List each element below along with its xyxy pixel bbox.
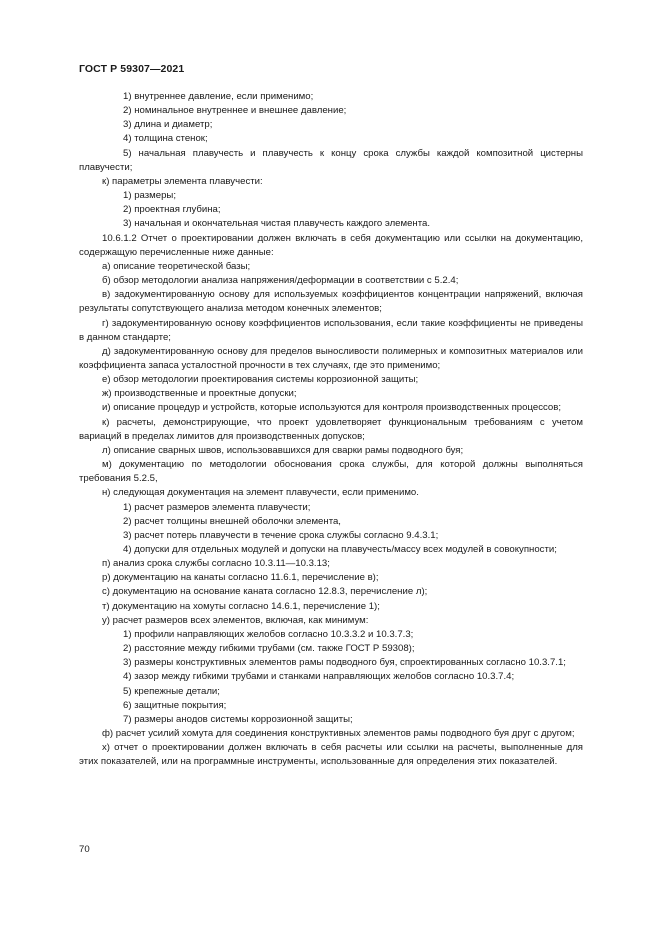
list-item: 1) размеры; [123,190,176,202]
list-item: 3) начальная и окончательная чистая плавучесть каждого элемента. [123,218,431,230]
list-item: в) задокументированную основу для используемых коэффициентов концентрации напряжений, включая результаты сопутствующего анализа методом конечных элементов; [79,289,583,315]
page-body [79,90,583,770]
list-item: 3) расчет потерь плавучести в течение срока службы согласно 9.4.3.1; [123,529,439,541]
list-item: к) параметры элемента плавучести: [102,175,263,187]
list-item: н) следующая документация на элемент плавучести, если применимо. [102,487,419,499]
list-item: и) описание процедур и устройств, которые используются для контроля производственных процессов; [102,402,561,414]
list-item: 5) начальная плавучесть и плавучесть к концу срока службы каждой композитной цистерны плавучести; [79,147,583,173]
list-item: л) описание сварных швов, использовавшихся для сварки рамы подводного буя; [102,444,464,456]
list-item: к) расчеты, демонстрирующие, что проект удовлетворяет функциональным требованиям с учетом вариаций в пределах лимитов для производственных допусков; [79,416,583,442]
list-item: 6) защитные покрытия; [123,699,227,711]
list-item: м) документацию по методологии обоснования срока службы, для которой должны выполняться требования 5.2.5, [79,459,583,485]
list-item: р) документацию на канаты согласно 11.6.1, перечисление в); [102,572,379,584]
list-item: 3) длина и диаметр; [123,119,213,131]
list-item: е) обзор методологии проектирования системы коррозионной защиты; [102,374,419,386]
list-item: 1) расчет размеров элемента плавучести; [123,501,311,513]
document-header: ГОСТ Р 59307—2021 [79,63,185,75]
list-item: п) анализ срока службы согласно 10.3.11—10.3.13; [102,558,330,570]
list-item: с) документацию на основание каната согласно 12.8.3, перечисление л); [102,586,428,598]
list-item: 3) размеры конструктивных элементов рамы подводного буя, спроектированных согласно 10.3.7.1; [123,657,566,669]
list-item: ж) производственные и проектные допуски; [102,388,297,400]
list-item: б) обзор методологии анализа напряжения/деформации в соответствии с 5.2.4; [102,275,459,287]
list-item: 4) зазор между гибкими трубами и станками направляющих желобов согласно 10.3.7.4; [123,671,515,683]
list-item: 1) внутреннее давление, если применимо; [123,91,314,102]
list-item: 1) профили направляющих желобов согласно 10.3.3.2 и 10.3.7.3; [123,628,414,640]
list-item: 2) проектная глубина; [123,204,221,216]
list-item: х) отчет о проектировании должен включать в себя расчеты или ссылки на расчеты, выполненные для этих показателей, или на программные инструменты, использованные для определения этих показателей. [79,742,583,768]
list-item: г) задокументированную основу коэффициентов использования, если такие коэффициенты не приведены в данном стандарте; [79,317,583,343]
list-item: 2) номинальное внутреннее и внешнее давление; [123,105,347,117]
list-item: а) описание теоретической базы; [102,260,251,272]
list-item: д) задокументированную основу для пределов выносливости полимерных и композитных материалов или коэффициента запаса усталостной прочности в тех случаях, где это применимо; [79,345,583,371]
list-item: т) документацию на хомуты согласно 14.6.1, перечисление 1); [102,600,380,612]
page-number: 70 [79,844,90,855]
list-item: 2) расчет толщины внешней оболочки элемента, [123,515,341,527]
list-item: 7) размеры анодов системы коррозионной защиты; [123,713,353,725]
list-item: 5) крепежные детали; [123,685,220,697]
list-item: 2) расстояние между гибкими трубами (см. также ГОСТ Р 59308); [123,643,415,655]
list-item: 4) толщина стенок; [123,133,208,145]
section-paragraph: 10.6.1.2 Отчет о проектировании должен включать в себя документацию или ссылки на документацию, содержащую перечисленные ниже данные: [79,232,583,258]
list-item: ф) расчет усилий хомута для соединения конструктивных элементов рамы подводного буя друг с другом; [102,728,575,740]
list-item: 4) допуски для отдельных модулей и допуски на плавучесть/массу всех модулей в совокупности; [123,544,557,555]
list-item: у) расчет размеров всех элементов, включая, как минимум: [102,614,369,626]
